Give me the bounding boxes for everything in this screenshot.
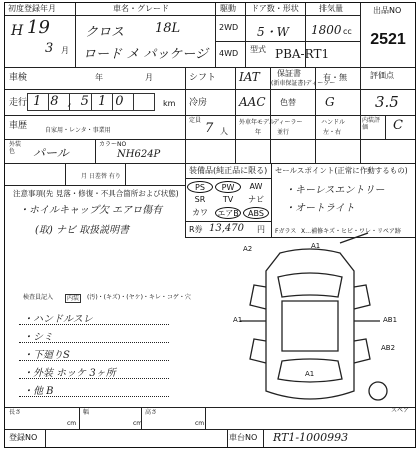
- disp-label: 排気量: [319, 4, 343, 13]
- divider: [5, 15, 360, 16]
- length-unit: cm: [67, 420, 77, 427]
- divider: [5, 163, 185, 164]
- door-value: 5・W: [257, 25, 289, 39]
- disp-unit: cc: [343, 27, 352, 36]
- sales-point-2: ・オートライト: [285, 203, 355, 214]
- note-line-2: (取) ナビ 取扱説明書: [35, 225, 130, 236]
- model-year-unit: 年: [255, 129, 262, 136]
- inspector-line-2: ・シミ: [23, 332, 53, 343]
- shift-label: シフト: [189, 73, 217, 83]
- reg-no-label: 登録NO: [9, 433, 38, 442]
- warranty-sub: (新車保証書)ディーラー: [271, 80, 336, 87]
- damage-mark-a1-front: A1: [311, 242, 321, 250]
- inspector-line-5: ・他 B: [23, 386, 54, 397]
- equipment-item: TV: [222, 195, 234, 204]
- divider: [263, 429, 264, 447]
- mileage-label: 走行: [9, 98, 28, 108]
- warranty-value: 有・無: [323, 73, 347, 82]
- capacity-value: 7: [205, 121, 214, 136]
- divider: [185, 221, 271, 222]
- notes-title: 注意事項(先 見落・修復・不具合箇所および状態): [13, 189, 179, 198]
- divider: [215, 3, 216, 67]
- auction-inspection-sheet: [4, 2, 416, 448]
- car-name-value: クロス: [85, 25, 125, 40]
- chassis-value: RT1-1000993: [273, 431, 349, 444]
- damage-mark-ab1: AB1: [383, 316, 398, 324]
- inspector-line-1: ・ハンドルスレ: [23, 314, 93, 325]
- equipment-title: 装備品(純正品に限る): [189, 166, 268, 175]
- inspector-line-4: ・外装 ホッケ 3ヶ所: [23, 368, 116, 379]
- equipment-grid: [187, 181, 271, 219]
- spare-label: スペア: [391, 407, 410, 414]
- divider: [185, 67, 186, 237]
- equipment-item: AW: [249, 182, 263, 191]
- equipment-item: カワ: [192, 208, 208, 217]
- width-unit: cm: [133, 420, 143, 427]
- color-change-label: 色替: [280, 98, 296, 107]
- glass-label: Fガラス: [275, 228, 297, 235]
- divider: [5, 67, 415, 68]
- divider: [185, 178, 271, 179]
- ext-color-label: 外装色: [9, 141, 22, 155]
- divider: [5, 429, 415, 430]
- grade-value: 18L: [155, 21, 181, 36]
- drive-4wd: 4WD: [219, 49, 239, 58]
- divider: [79, 407, 80, 429]
- shaken-label: 車検: [9, 73, 28, 83]
- lot-number: 2521: [370, 31, 406, 48]
- damage-mark-a1-rear: A1: [305, 370, 315, 378]
- damage-mark-a1-left: A1: [233, 316, 243, 324]
- divider: [235, 67, 236, 163]
- key-unit: 円: [257, 225, 265, 234]
- first-reg-era: H: [11, 23, 24, 39]
- inspector-check-options: (汚)・(キズ)・(ヤケ)・キレ・コゲ・穴: [87, 294, 191, 301]
- equipment-item: エアB: [215, 207, 241, 219]
- color-change-value: G: [325, 95, 335, 109]
- key-value: 13,470: [209, 223, 244, 234]
- capacity-label: 定員: [189, 117, 202, 124]
- score-label: 評価点: [370, 71, 394, 80]
- car-name-label: 車名・グレード: [113, 4, 169, 13]
- divider: [75, 3, 76, 67]
- length-label: 長さ: [9, 409, 22, 416]
- divider: [65, 163, 66, 185]
- door-label: ドア数・形状: [251, 4, 299, 13]
- chassis-label: 車台NO: [229, 433, 258, 442]
- divider: [125, 163, 126, 185]
- equipment-item: SR: [194, 195, 206, 204]
- divider: [19, 396, 169, 397]
- dealer-value: 並行: [277, 129, 290, 136]
- divider: [185, 163, 415, 164]
- divider: [215, 41, 360, 42]
- usage-label: 車歴: [9, 121, 28, 131]
- width-label: 幅: [83, 409, 90, 416]
- model-year-label: 外車年モデル: [239, 119, 275, 126]
- divider: [185, 237, 415, 238]
- usage-options: 自家用・レンタ・事業用: [45, 127, 111, 134]
- sales-point-1: ・キーレスエントリー: [285, 185, 385, 196]
- score-value: 3.5: [375, 93, 399, 111]
- equipment-item: ABS: [243, 207, 269, 219]
- drive-label: 駆動: [220, 4, 236, 13]
- shaken-year-label: 年: [95, 73, 103, 82]
- sales-points-title: セールスポイント(正常に作動するもの): [275, 166, 408, 175]
- damage-legend: X…補修キズ・ヒビ・ワレ・リペア跡: [301, 228, 401, 235]
- first-reg-month-unit: 月: [61, 46, 69, 55]
- first-reg-month: 3: [45, 41, 54, 56]
- shift-value: IAT: [239, 70, 260, 84]
- divider: [5, 185, 185, 186]
- divider: [19, 378, 169, 379]
- inspector-line-3: ・下廻りS: [23, 350, 70, 361]
- drive-2wd: 2WD: [219, 23, 239, 32]
- equipment-item: PW: [215, 181, 241, 193]
- divider: [45, 429, 46, 447]
- handle-label: ハンドル: [321, 119, 346, 126]
- color-code-label: カラーNO: [99, 141, 127, 148]
- divider: [271, 163, 272, 237]
- grade-line2: ロード メ パッケージ: [83, 47, 209, 62]
- color-code-value: NH624P: [117, 149, 161, 160]
- interior-value: C: [393, 118, 403, 133]
- divider: [19, 342, 169, 343]
- model-label: 型式: [250, 45, 266, 54]
- damage-mark-ab2: AB2: [381, 344, 396, 352]
- first-reg-year: 19: [27, 17, 50, 38]
- interior-label: 内装評価: [362, 117, 381, 131]
- note-line-1: ・ホイルキャップ欠 エアロ傷有: [19, 205, 163, 216]
- key-label: R券: [189, 225, 203, 234]
- divider: [5, 89, 415, 90]
- car-diagram: [220, 241, 400, 411]
- divider: [5, 115, 360, 116]
- damage-mark-a2: A2: [243, 245, 253, 253]
- first-reg-label: 初度登録年月: [8, 4, 56, 13]
- divider: [205, 407, 206, 429]
- divider: [19, 324, 169, 325]
- disp-value: 1800: [311, 23, 342, 37]
- inspector-title: 検査員記入: [23, 294, 54, 301]
- divider: [5, 139, 415, 140]
- inspector-check-label: 内装: [67, 295, 80, 302]
- divider: [95, 139, 96, 163]
- equipment-item: PS: [187, 181, 213, 193]
- capacity-unit: 人: [220, 127, 228, 136]
- notes-date: 月 日差替 有り: [81, 173, 121, 180]
- divider: [385, 115, 386, 139]
- equipment-item: ナビ: [248, 195, 264, 204]
- handle-value: 左・右: [323, 129, 342, 136]
- divider: [245, 3, 246, 67]
- model-value: PBA-RT1: [275, 47, 330, 61]
- ext-color-value: パール: [33, 146, 69, 160]
- ac-value: AAC: [239, 95, 266, 109]
- height-label: 高さ: [145, 409, 158, 416]
- mileage-unit: km: [163, 99, 176, 108]
- divider: [360, 115, 415, 116]
- divider: [19, 360, 169, 361]
- shaken-month-label: 月: [145, 73, 153, 82]
- divider: [5, 407, 415, 408]
- divider: [141, 407, 142, 429]
- warranty-label: 保証書: [277, 69, 301, 78]
- lot-label: 出品NO: [373, 6, 402, 15]
- mileage-value: 18,510: [33, 94, 133, 109]
- height-unit: cm: [195, 420, 205, 427]
- ac-label: 冷房: [189, 98, 208, 108]
- dealer-label: ディーラー: [273, 119, 303, 126]
- divider: [227, 429, 228, 447]
